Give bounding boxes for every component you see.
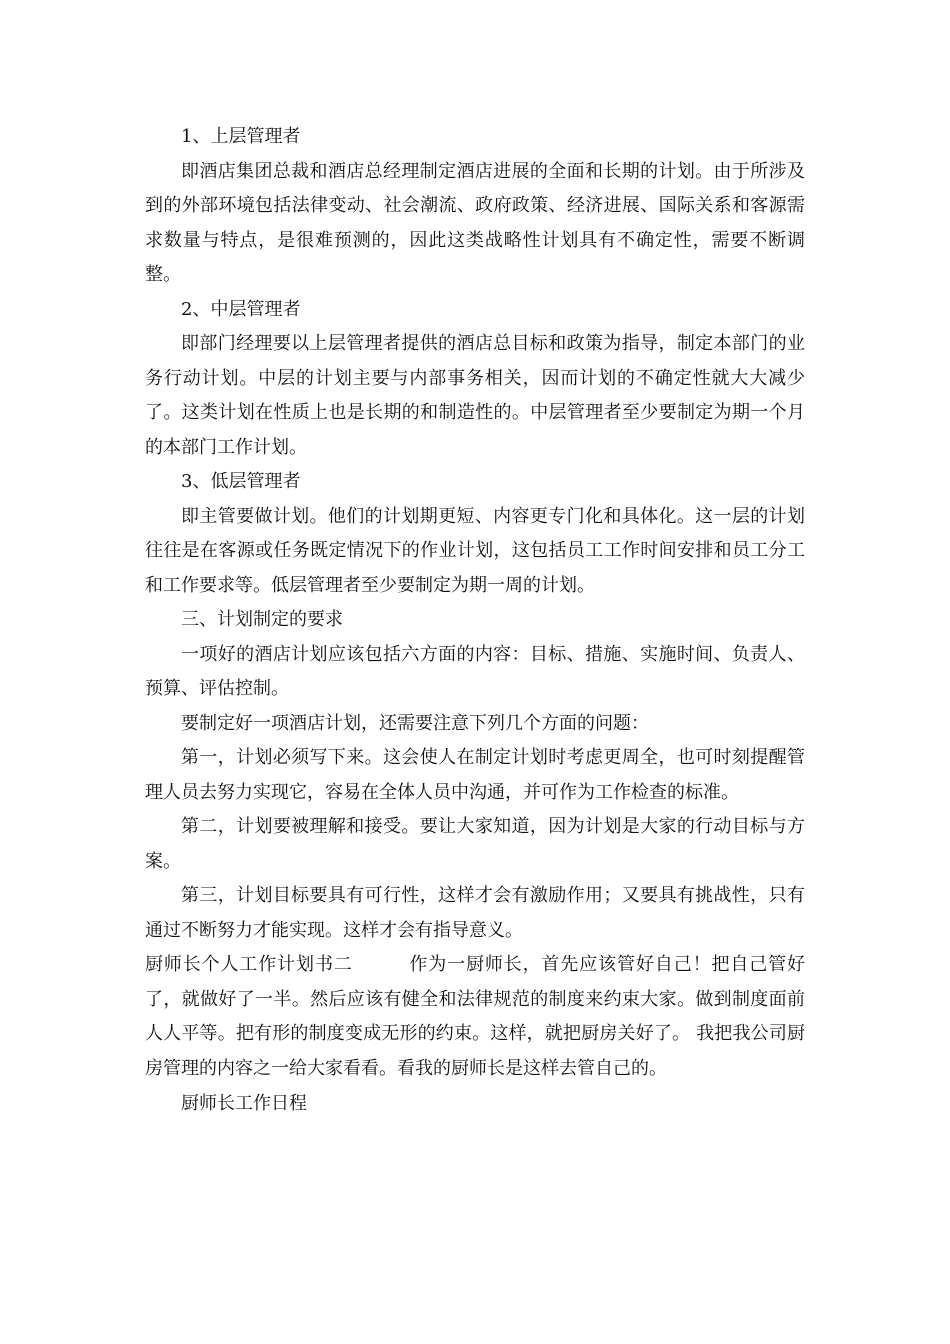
paragraph-middle-management: 即部门经理要以上层管理者提供的酒店总目标和政策为指导，制定本部门的业务行动计划。中层的计划主要与内部事务相关，因而计划的不确定性就大大减少了。这类计划在性质上也是长期的和制造性的。中层管理者至少要制定为期一个月的本部门工作计划。	[145, 333, 805, 458]
paragraph-lower-management: 即主管要做计划。他们的计划期更短、内容更专门化和具体化。这一层的计划往往是在客源或任务既定情况下的作业计划，这包括员工工作时间安排和员工分工和工作要求等。低层管理者至少要制定为期一周的计划。	[145, 505, 805, 596]
paragraph-upper-management: 即酒店集团总裁和酒店总经理制定酒店进展的全面和长期的计划。由于所涉及到的外部环境包括法律变动、社会潮流、政府政策、经济进展、国际关系和客源需求数量与特点，是很难预测的，因此这类战略性计划具有不确定性，需要不断调整。	[145, 160, 805, 285]
heading-middle-management: 2、中层管理者	[181, 298, 301, 320]
document-body	[145, 120, 805, 1122]
paragraph-point-second: 第二，计划要被理解和接受。要让大家知道，因为计划是大家的行动目标与方案。	[145, 816, 805, 872]
paragraph-plan-issues: 要制定好一项酒店计划，还需要注意下列几个方面的问题：	[181, 712, 649, 734]
paragraph-point-third: 第三，计划目标要具有可行性，这样才会有激励作用；又要具有挑战性，只有通过不断努力才能实现。这样才会有指导意义。	[145, 885, 805, 941]
paragraph-plan-contents: 一项好的酒店计划应该包括六方面的内容：目标、措施、实施时间、负责人、预算、评估控制。	[145, 643, 805, 699]
paragraph-chef-plan-two: 厨师长个人工作计划书二 作为一厨师长，首先应该管好自己！把自己管好了，就做好了一半。然后应该有健全和法律规范的制度来约束大家。做到制度面前人人平等。把有形的制度变成无形的约束。这样，就把厨房关好了。 我把我公司厨房管理的内容之一给大家看看。看我的厨师长是这样去管自己的。	[145, 954, 805, 1079]
heading-chef-schedule: 厨师长工作日程	[181, 1093, 307, 1114]
paragraph-point-first: 第一，计划必须写下来。这会使人在制定计划时考虑更周全，也可时刻提醒管理人员去努力实现它，容易在全体人员中沟通，并可作为工作检查的标准。	[145, 747, 805, 803]
heading-plan-requirements: 三、计划制定的要求	[181, 609, 343, 630]
heading-upper-management: 1、上层管理者	[181, 126, 301, 147]
heading-lower-management: 3、低层管理者	[181, 471, 301, 492]
